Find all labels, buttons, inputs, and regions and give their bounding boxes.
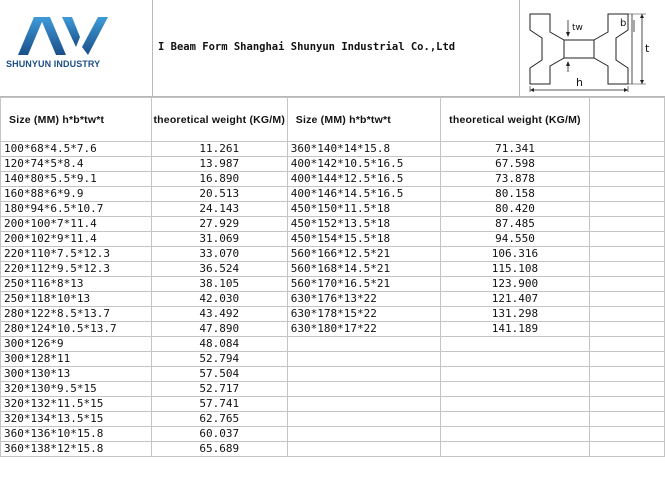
empty-cell bbox=[440, 427, 590, 442]
table-row bbox=[1, 157, 665, 172]
size-cell: 200*100*7*11.4 bbox=[1, 217, 152, 232]
size-cell: 630*176*13*22 bbox=[287, 292, 440, 307]
weight-cell: 87.485 bbox=[440, 217, 590, 232]
empty-cell bbox=[440, 337, 590, 352]
empty-cell bbox=[590, 217, 665, 232]
weight-cell: 13.987 bbox=[151, 157, 287, 172]
weight-cell: 67.598 bbox=[440, 157, 590, 172]
size-cell: 200*102*9*11.4 bbox=[1, 232, 152, 247]
size-cell: 360*138*12*15.8 bbox=[1, 442, 152, 457]
size-cell: 630*180*17*22 bbox=[287, 322, 440, 337]
label-t: t bbox=[645, 42, 650, 55]
column-header-weight: theoretical weight (KG/M) bbox=[440, 98, 590, 142]
size-cell: 450*150*11.5*18 bbox=[287, 202, 440, 217]
empty-cell bbox=[590, 262, 665, 277]
empty-cell bbox=[440, 442, 590, 457]
table-row bbox=[1, 217, 665, 232]
page-title: I Beam Form Shanghai Shunyun Industrial Co.,Ltd bbox=[158, 41, 456, 53]
empty-cell bbox=[287, 352, 440, 367]
empty-cell bbox=[590, 397, 665, 412]
size-cell: 250*118*10*13 bbox=[1, 292, 152, 307]
weight-cell: 11.261 bbox=[151, 142, 287, 157]
weight-cell: 60.037 bbox=[151, 427, 287, 442]
weight-cell: 33.070 bbox=[151, 247, 287, 262]
size-cell: 220*110*7.5*12.3 bbox=[1, 247, 152, 262]
empty-cell bbox=[590, 382, 665, 397]
weight-cell: 71.341 bbox=[440, 142, 590, 157]
header-divider bbox=[152, 0, 153, 97]
table-row bbox=[1, 202, 665, 217]
weight-cell: 141.189 bbox=[440, 322, 590, 337]
weight-cell: 31.069 bbox=[151, 232, 287, 247]
table-row bbox=[1, 142, 665, 157]
size-cell: 630*178*15*22 bbox=[287, 307, 440, 322]
size-cell: 400*144*12.5*16.5 bbox=[287, 172, 440, 187]
table-row bbox=[1, 367, 665, 382]
table-row bbox=[1, 232, 665, 247]
weight-cell: 38.105 bbox=[151, 277, 287, 292]
label-b: b bbox=[620, 18, 627, 29]
i-beam-diagram-icon bbox=[520, 6, 662, 92]
size-cell: 280*124*10.5*13.7 bbox=[1, 322, 152, 337]
label-h: h bbox=[576, 76, 583, 89]
table-row bbox=[1, 442, 665, 457]
empty-cell bbox=[590, 292, 665, 307]
empty-cell bbox=[287, 397, 440, 412]
weight-cell: 73.878 bbox=[440, 172, 590, 187]
empty-cell bbox=[440, 412, 590, 427]
size-cell: 160*88*6*9.9 bbox=[1, 187, 152, 202]
size-cell: 280*122*8.5*13.7 bbox=[1, 307, 152, 322]
size-cell: 300*130*13 bbox=[1, 367, 152, 382]
empty-cell bbox=[590, 427, 665, 442]
weight-cell: 94.550 bbox=[440, 232, 590, 247]
logo-mark-icon bbox=[4, 9, 116, 59]
table-row bbox=[1, 322, 665, 337]
weight-cell: 43.492 bbox=[151, 307, 287, 322]
size-cell: 320*134*13.5*15 bbox=[1, 412, 152, 427]
size-cell: 400*146*14.5*16.5 bbox=[287, 187, 440, 202]
column-header-size: Size (MM) h*b*tw*t bbox=[287, 98, 440, 142]
empty-cell bbox=[287, 367, 440, 382]
empty-cell bbox=[590, 337, 665, 352]
empty-cell bbox=[590, 322, 665, 337]
empty-cell bbox=[287, 412, 440, 427]
size-cell: 300*126*9 bbox=[1, 337, 152, 352]
weight-cell: 65.689 bbox=[151, 442, 287, 457]
weight-cell: 52.717 bbox=[151, 382, 287, 397]
table-row bbox=[1, 262, 665, 277]
weight-cell: 62.765 bbox=[151, 412, 287, 427]
weight-cell: 123.900 bbox=[440, 277, 590, 292]
table-row bbox=[1, 172, 665, 187]
empty-cell bbox=[590, 202, 665, 217]
weight-cell: 57.504 bbox=[151, 367, 287, 382]
weight-cell: 36.524 bbox=[151, 262, 287, 277]
size-cell: 360*136*10*15.8 bbox=[1, 427, 152, 442]
weight-cell: 106.316 bbox=[440, 247, 590, 262]
table-row bbox=[1, 292, 665, 307]
weight-cell: 42.030 bbox=[151, 292, 287, 307]
empty-cell bbox=[590, 442, 665, 457]
size-cell: 100*68*4.5*7.6 bbox=[1, 142, 152, 157]
weight-cell: 80.158 bbox=[440, 187, 590, 202]
size-cell: 140*80*5.5*9.1 bbox=[1, 172, 152, 187]
table-row bbox=[1, 277, 665, 292]
weight-cell: 16.890 bbox=[151, 172, 287, 187]
size-cell: 450*154*15.5*18 bbox=[287, 232, 440, 247]
size-cell: 320*132*11.5*15 bbox=[1, 397, 152, 412]
weight-cell: 115.108 bbox=[440, 262, 590, 277]
empty-cell bbox=[287, 382, 440, 397]
weight-cell: 48.084 bbox=[151, 337, 287, 352]
size-cell: 220*112*9.5*12.3 bbox=[1, 262, 152, 277]
empty-cell bbox=[287, 442, 440, 457]
size-cell: 320*130*9.5*15 bbox=[1, 382, 152, 397]
empty-cell bbox=[590, 412, 665, 427]
size-cell: 560*168*14.5*21 bbox=[287, 262, 440, 277]
table-header-row bbox=[1, 98, 665, 142]
size-cell: 560*170*16.5*21 bbox=[287, 277, 440, 292]
weight-cell: 80.420 bbox=[440, 202, 590, 217]
weight-cell: 47.890 bbox=[151, 322, 287, 337]
empty-cell bbox=[287, 427, 440, 442]
size-cell: 120*74*5*8.4 bbox=[1, 157, 152, 172]
empty-cell bbox=[440, 382, 590, 397]
empty-cell bbox=[590, 172, 665, 187]
empty-cell bbox=[590, 187, 665, 202]
column-header-size: Size (MM) h*b*tw*t bbox=[1, 98, 152, 142]
table-row bbox=[1, 382, 665, 397]
i-beam-weight-table bbox=[0, 97, 665, 457]
empty-cell bbox=[590, 157, 665, 172]
table-row bbox=[1, 337, 665, 352]
size-cell: 300*128*11 bbox=[1, 352, 152, 367]
empty-cell bbox=[590, 232, 665, 247]
size-cell: 250*116*8*13 bbox=[1, 277, 152, 292]
weight-cell: 121.407 bbox=[440, 292, 590, 307]
empty-cell bbox=[287, 337, 440, 352]
weight-cell: 20.513 bbox=[151, 187, 287, 202]
header-band bbox=[0, 0, 665, 97]
table-row bbox=[1, 352, 665, 367]
table-row bbox=[1, 427, 665, 442]
table-row bbox=[1, 247, 665, 262]
weight-cell: 24.143 bbox=[151, 202, 287, 217]
empty-cell bbox=[590, 247, 665, 262]
weight-cell: 57.741 bbox=[151, 397, 287, 412]
table-row bbox=[1, 397, 665, 412]
column-header-weight: theoretical weight (KG/M) bbox=[151, 98, 287, 142]
size-cell: 560*166*12.5*21 bbox=[287, 247, 440, 262]
weight-cell: 52.794 bbox=[151, 352, 287, 367]
empty-cell bbox=[590, 98, 665, 142]
empty-cell bbox=[440, 397, 590, 412]
table-row bbox=[1, 412, 665, 427]
empty-cell bbox=[590, 277, 665, 292]
empty-cell bbox=[590, 307, 665, 322]
size-cell: 360*140*14*15.8 bbox=[287, 142, 440, 157]
size-cell: 400*142*10.5*16.5 bbox=[287, 157, 440, 172]
size-cell: 450*152*13.5*18 bbox=[287, 217, 440, 232]
size-cell: 180*94*6.5*10.7 bbox=[1, 202, 152, 217]
weight-cell: 27.929 bbox=[151, 217, 287, 232]
table-row bbox=[1, 307, 665, 322]
label-tw: tw bbox=[572, 23, 583, 33]
weight-cell: 131.298 bbox=[440, 307, 590, 322]
empty-cell bbox=[440, 367, 590, 382]
empty-cell bbox=[590, 142, 665, 157]
table-row bbox=[1, 187, 665, 202]
logo-text: SHUNYUN INDUSTRY bbox=[6, 59, 101, 69]
empty-cell bbox=[590, 352, 665, 367]
empty-cell bbox=[440, 352, 590, 367]
empty-cell bbox=[590, 367, 665, 382]
